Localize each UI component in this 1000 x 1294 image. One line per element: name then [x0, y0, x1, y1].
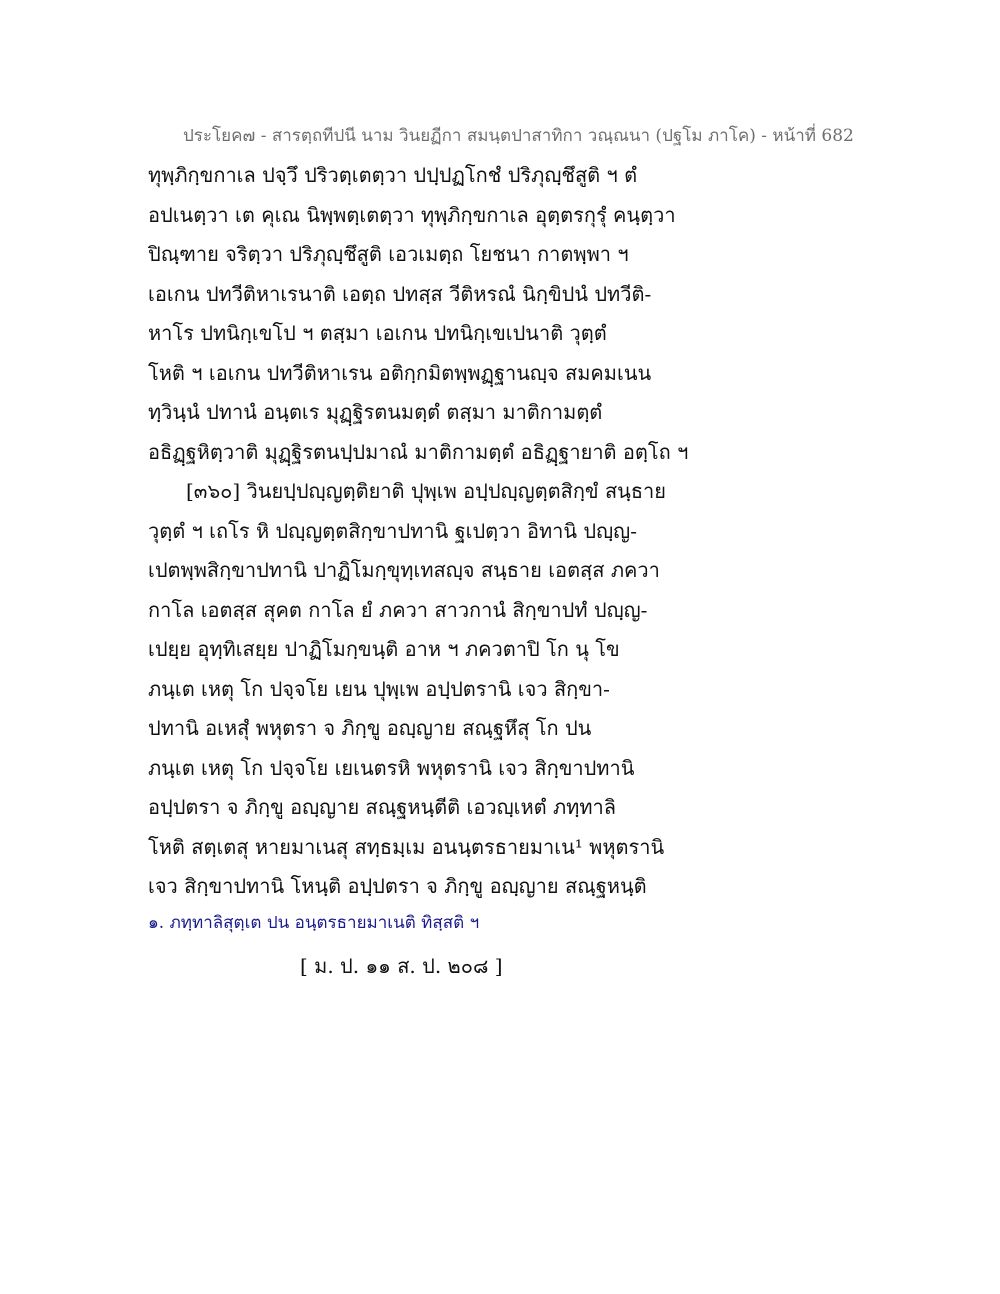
text-line: หาโร ปทนิกฺเขโป ฯ ตสฺมา เอเกน ปทนิกฺเขเปนาติ วุตฺตํ: [148, 321, 607, 345]
text-line: อปเนตฺวา เต คุเณ นิพฺพตฺเตตฺวา ทุพฺภิกฺขกาเล อุตฺตรกุรุํ คนฺตฺวา: [148, 202, 676, 227]
text-line: เปตพฺพสิกฺขาปทานิ ปาฏิโมกฺขุทฺเทสญฺจ สนฺธาย เอตสฺส ภควา: [148, 558, 660, 582]
text-line: โหติ สตฺเตสุ หายมาเนสุ สทฺธมฺเม อนนฺตรธายมาเน¹ พหุตรานิ: [148, 834, 665, 859]
text-line: ปทานิ อเหสุํ พหุตรา จ ภิกฺขู อญฺญาย สณฺฐหึสุ โก ปน: [148, 716, 592, 740]
text-line: เปยฺย อุทฺทิเสยฺย ปาฏิโมกฺขนฺติ อาห ฯ ภควตาปิ โก นุ โข: [148, 637, 620, 661]
text-line: ปิณฺฑาย จริตฺวา ปริภุญฺชึสูติ เอวเมตฺถ โยชนา กาตพฺพา ฯ: [148, 242, 629, 266]
text-line: อธิฏฺฐหิตฺวาติ มุฏฺฐิรตนปฺปมาณํ มาติกามตฺตํ อธิฏฺฐายาติ อตฺโถ ฯ: [148, 439, 689, 464]
page-header: ประโยค๗ - สารตฺถทีปนี นาม วินยฏีกา สมนฺตปาสาทิกา วณฺณนา (ปฐโม ภาโค) - หน้าที่ 682: [183, 126, 854, 146]
text-line: ทฺวินฺนํ ปทานํ อนฺตเร มุฏฺฐิรตนมตฺตํ ตสฺมา มาติกามตฺตํ: [148, 400, 603, 424]
text-line: วุตฺตํ ฯ เถโร หิ ปญฺญตฺตสิกฺขาปทานิ ฐเปตฺวา อิทานิ ปญฺญ-: [148, 518, 637, 543]
text-line: ภนฺเต เหตุ โก ปจฺจโย เยเนตรหิ พหุตรานิ เจว สิกฺขาปทานิ: [148, 755, 635, 780]
text-line: กาโล เอตสฺส สุคต กาโล ยํ ภควา สาวกานํ สิกฺขาปทํ ปญฺญ-: [148, 597, 648, 622]
text-line: ภนฺเต เหตุ โก ปจฺจโย เยน ปุพฺเพ อปฺปตรานิ เจว สิกฺขา-: [148, 676, 610, 701]
body-text: [148, 156, 848, 939]
text-line: ทุพฺภิกฺขกาเล ปจฺวึ ปริวตฺเตตฺวา ปปฺปฏโกชํ ปริภุญฺชึสูติ ฯ ตํ: [148, 163, 638, 187]
text-line: อปฺปตรา จ ภิกฺขู อญฺญาย สณฺฐหนฺตีติ เอวญฺเหตํ ภทฺทาลิ: [148, 795, 617, 819]
text-line: โหติ ฯ เอเกน ปทวีติหาเรน อติกฺกมิตพฺพฏฺฐานญฺจ สมคมเนน: [148, 360, 652, 385]
text-line: เจว สิกฺขาปทานิ โหนฺติ อปฺปตรา จ ภิกฺขู อญฺญาย สณฺฐหนฺติ: [148, 874, 647, 898]
footnote: ๑. ภทฺทาลิสุตฺเต ปน อนฺตรธายมาเนติ ทิสฺสติ ฯ: [148, 912, 480, 933]
paragraph-start-line: [๓๖๐] วินยปฺปญฺญตฺติยาติ ปุพฺเพ อปฺปญฺญตฺตสิกฺขํ สนฺธาย: [186, 479, 666, 503]
page-reference: [ ม. ป. ๑๑ ส. ป. ๒๐๘ ]: [300, 954, 503, 978]
text-line: เอเกน ปทวีติหาเรนาติ เอตฺถ ปทสฺส วีติหรณํ นิกฺขิปนํ ปทวีติ-: [148, 281, 652, 306]
